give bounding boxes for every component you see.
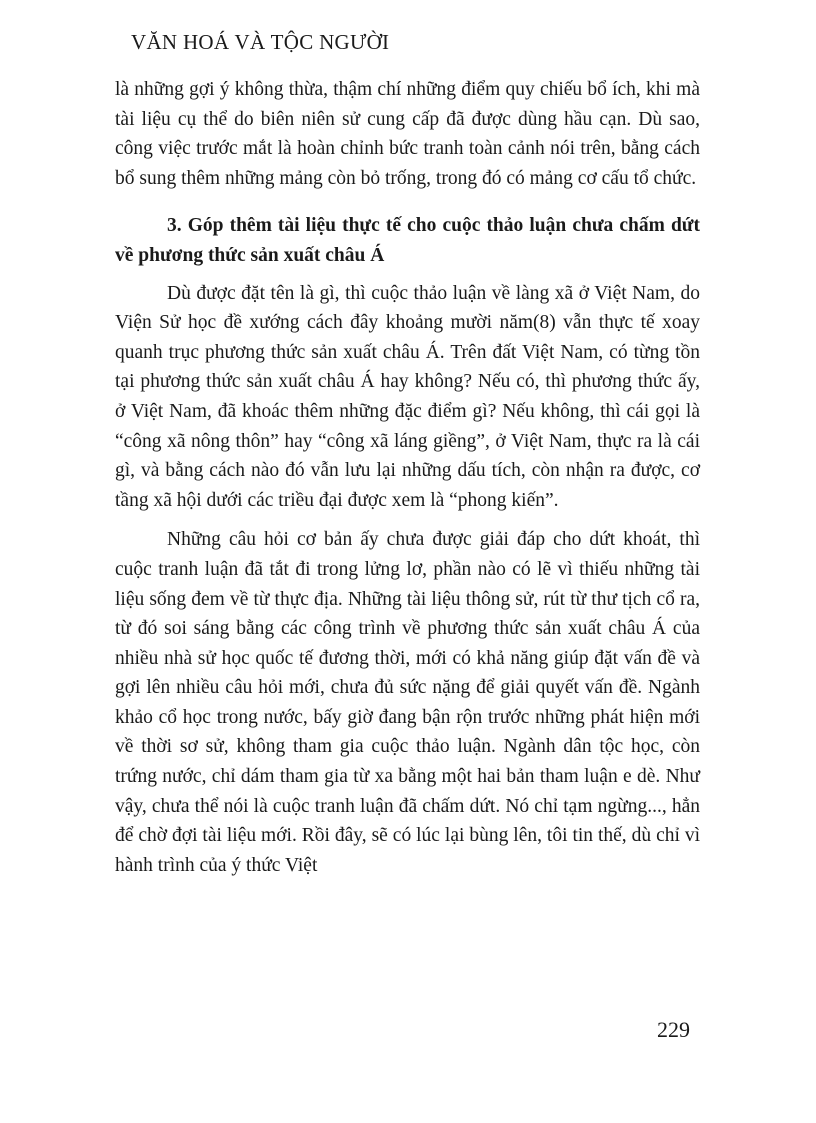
body-text [115, 75, 700, 880]
section-heading: 3. Góp thêm tài liệu thực tế cho cuộc thảo luận chưa chấm dứt về phương thức sản xuất châu Á [115, 215, 700, 266]
running-header: VĂN HOÁ VÀ TỘC NGƯỜI [131, 30, 390, 54]
paragraph-continued: là những gợi ý không thừa, thậm chí những điểm quy chiếu bổ ích, khi mà tài liệu cụ thể do biên niên sử cung cấp đã được dùng hầu cạn. Dù sao, công việc trước mắt là hoàn chỉnh bức tranh toàn cảnh nói trên, bằng cách bổ sung thêm những mảng còn bỏ trống, trong đó có mảng cơ cấu tổ chức. [115, 79, 700, 189]
paragraph: Những câu hỏi cơ bản ấy chưa được giải đáp cho dứt khoát, thì cuộc tranh luận đã tắt đi trong lửng lơ, phần nào có lẽ vì thiếu những tài liệu sống đem về từ thực địa. Những tài liệu thông sử, rút từ thư tịch cổ ra, từ đó soi sáng bằng các công trình về phương thức sản xuất châu Á của nhiều nhà sử học quốc tế đương thời, mới có khả năng giúp đặt vấn đề và gợi lên nhiều câu hỏi mới, chưa đủ sức nặng để giải quyết vấn đề. Ngành khảo cổ học trong nước, bấy giờ đang bận rộn trước những phát hiện mới về thời sơ sử, không tham gia cuộc thảo luận. Ngành dân tộc học, còn trứng nước, chỉ dám tham gia từ xa bằng một hai bản tham luận e dè. Như vậy, chưa thể nói là cuộc tranh luận đã chấm dứt. Nó chỉ tạm ngừng..., hẳn để chờ đợi tài liệu mới. Rồi đây, sẽ có lúc lại bùng lên, tôi tin thế, dù chỉ vì hành trình của ý thức Việt [115, 529, 700, 876]
paragraph: Dù được đặt tên là gì, thì cuộc thảo luận về làng xã ở Việt Nam, do Viện Sử học đề xướng cách đây khoảng mười năm(8) vẫn thực tế xoay quanh trục phương thức sản xuất châu Á. Trên đất Việt Nam, có từng tồn tại phương thức sản xuất châu Á hay không? Nếu có, thì phương thức ấy, ở Việt Nam, đã khoác thêm những đặc điểm gì? Nếu không, thì cái gọi là “công xã nông thôn” hay “công xã láng giềng”, ở Việt Nam, thực ra là cái gì, và bằng cách nào đó vẫn lưu lại những dấu tích, còn nhận ra được, cơ tầng xã hội dưới các triều đại được xem là “phong kiến”. [115, 282, 700, 511]
page-number: 229 [657, 1017, 690, 1042]
